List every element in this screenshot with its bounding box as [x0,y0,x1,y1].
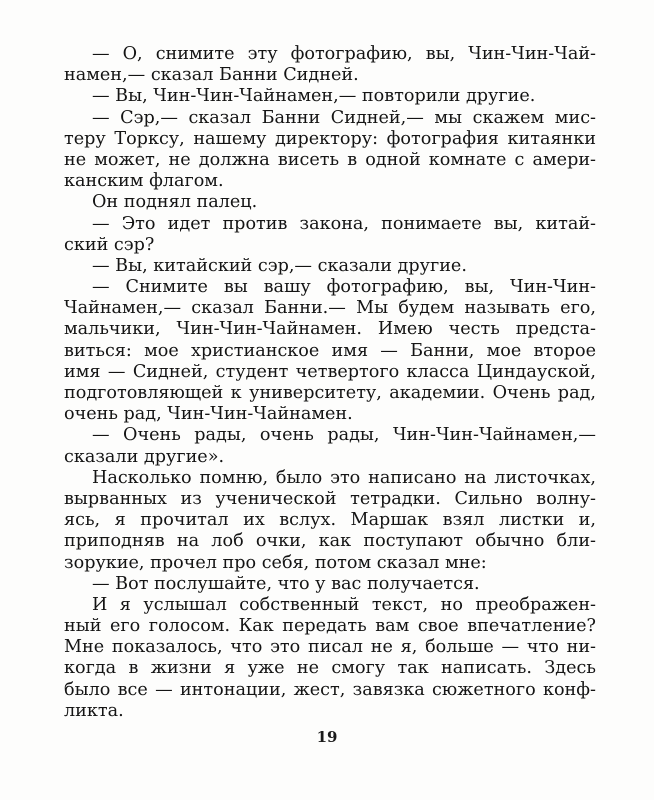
text-line: мальчики, Чин-Чин-Чайнамен. Имею честь предста- [64,319,596,340]
text-line: — Сэр,— сказал Банни Сидней,— мы скажем мис- [92,107,596,128]
body-text [64,44,596,722]
text-line: Мне показалось, что это писал не я, больше — что ни- [64,637,596,658]
text-line: — О, снимите эту фотографию, вы, Чин-Чин-Чай- [92,44,596,64]
text-line: теру Торксу, нашему директору: фотография китаянки [64,128,596,149]
text-line: — Снимите вы вашу фотографию, вы, Чин-Чин- [92,277,596,298]
text-line: Он поднял палец. [92,192,258,213]
text-line: Насколько помню, было это написано на листочках, [92,467,596,488]
text-line: И я услышал собственный текст, но преображен- [92,594,596,615]
text-line: было все — интонации, жест, завязка сюжетного конф- [64,679,596,700]
text-line: намен,— сказал Банни Сидней. [64,65,359,86]
text-line: — Вы, Чин-Чин-Чайнамен,— повторили другие. [92,86,536,107]
text-line: не может, не должна висеть в одной комнате с амери- [64,149,596,170]
text-line: подготовляющей к университету, академии. Очень рад, [64,383,596,403]
text-line: имя — Сидней, студент четвертого класса Циндауской, [64,361,596,382]
page-number: 19 [316,728,338,746]
text-line: Чайнамен,— сказал Банни.— Мы будем называть его, [64,298,596,319]
text-line: когда в жизни я уже не смогу так написать. Здесь [64,658,596,679]
text-line: зорукие, прочел про себя, потом сказал мне: [64,552,487,573]
text-line: виться: мое христианское имя — Банни, мое второе [64,340,596,361]
text-line: очень рад, Чин-Чин-Чайнамен. [64,404,353,425]
text-line: — Вы, китайский сэр,— сказали другие. [92,255,467,276]
text-line: ный его голосом. Как передать вам свое впечатление? [64,616,596,637]
text-line: канским флагом. [64,171,224,192]
text-line: — Очень рады, очень рады, Чин-Чин-Чайнамен,— [92,425,596,446]
text-line: ский сэр? [64,234,155,255]
text-line: — Это идет против закона, понимаете вы, китай- [92,213,596,234]
text-line: вырванных из ученической тетрадки. Сильно волну- [64,488,596,509]
text-line: — Вот послушайте, что у вас получается. [92,573,480,594]
text-line: сказали другие». [64,446,225,467]
text-line: ликта. [64,700,124,721]
text-line: приподняв на лоб очки, как поступают обычно бли- [64,531,596,552]
text-line: ясь, я прочитал их вслух. Маршак взял листки и, [64,510,596,531]
